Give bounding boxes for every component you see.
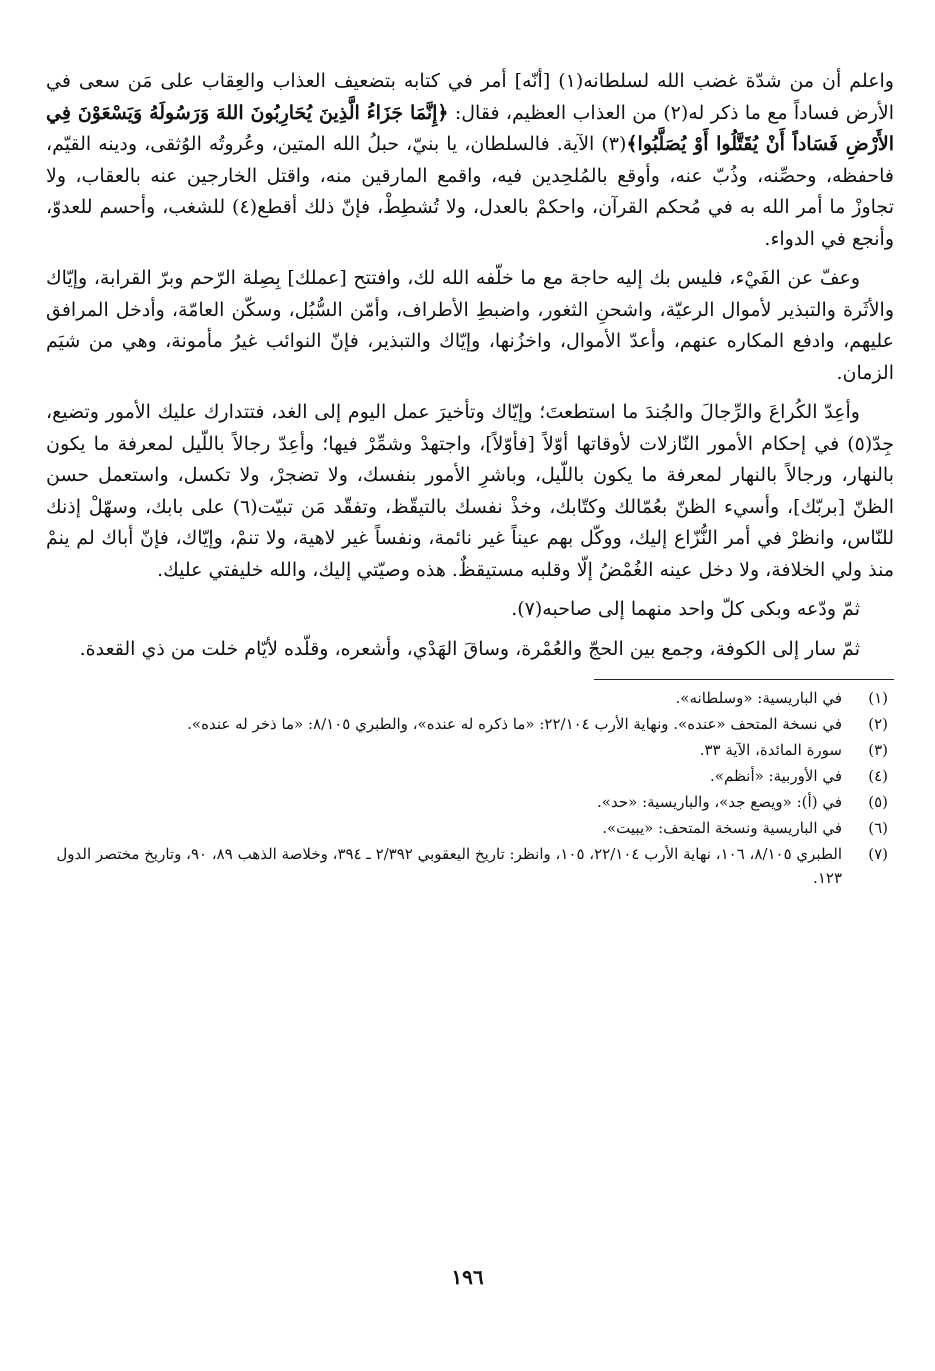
footnote <box>46 712 894 736</box>
paragraph-1 <box>46 66 894 255</box>
footnote-text: في الباريسية: «وسلطانه». <box>675 689 842 707</box>
footnote-text: في (أ): «ويصع جد»، والباريسية: «حد». <box>597 793 842 811</box>
footnote-number: (٤) <box>868 767 888 785</box>
footnote-text: الطبري ٨/١٠٥، ١٠٦، نهاية الأرب ٢٢/١٠٤، ١٠٥، وانظر: تاريخ اليعقوبي ٢/٣٩٢ ـ ٣٩٤، وخلاصة الذهب ٨٩، ٩٠، وتاريخ مختصر الدول ١٢٣. <box>56 845 842 887</box>
footnote-text: في الأوربية: «أنظم». <box>710 767 842 785</box>
paragraph-2: وعفّ عن الفَيْء، فليس بك إليه حاجة مع ما خلّفه الله لك، وافتتح [عملك] بِصِلة الرّحم وبرّ القرابة، وإيّاك والأثَرة والتبذير لأموال الرعيّة، واشحنِ الثغور، واضبطِ الأطراف، وأمّن السُّبُل، وسكّن العامّة، وأدخل المرافق عليهم، وادفع المكاره عنهم، وأعدّ الأموال، واخزُنها، وإيّاك والتبذير، فإنّ النوائب غيرُ مأمونة، وهي من شيَم الزمان. <box>46 267 894 384</box>
paragraph-3: وأعِدّ الكُراعَ والرِّجالَ والجُندَ ما استطعتَ؛ وإيّاك وتأخيرَ عمل اليوم إلى الغد، فتتدارك عليك الأمور وتضيع، جِدّ(٥) في إحكام الأمور النّازلات لأوقاتها أوّلاً [فأوّلاً]، واجتهدْ وشمِّرْ فيها؛ وأعِدّ رجالاً باللّيل لمعرفة ما يكون بالنهار، ورجالاً بالنهار لمعرفة ما يكون باللّيل، وباشرِ الأمور بنفسك، ولا تضجرْ، ولا تكسل، واستعمل حسن الظنّ [بربّك]، وأسيء الظنّ بعُمّالك وكتّابك، وخذْ نفسك بالتيقّظ، وتفقّد مَن تبيّت(٦) على بابك، وسهّلْ إذنك للنّاس، وانظرْ في أمر النُّزّاع إليك، ووكّل بهم عيناً غير نائمة، ونفساً غير لاهية، ولا تنمْ، وإيّاك، فإنّ أباك لم ينمْ منذ ولي الخلافة، ولا دخل عينه الغُمْضُ إلّا وقلبه مستيقظٌ. هذه وصيّتي إليك، والله خليفتي عليك. <box>46 401 895 581</box>
paragraph-5: ثمّ سار إلى الكوفة، وجمع بين الحجّ والعُمْرة، وساقَ الهَدْي، وأشعره، وقلّده لأيّام خلت من ذي القعدة. <box>79 637 860 660</box>
paragraph-4: ثمّ ودّعه وبكى كلّ واحد منهما إلى صاحبه(٧). <box>511 598 860 620</box>
page-content <box>46 66 894 892</box>
page-number: ١٩٦ <box>451 1265 484 1289</box>
quran-verse: ﴿إِنَّمَا جَزَاءُ الَّذِينَ يُحَارِبُونَ اللهَ وَرَسُولَهُ وَيَسْعَوْنَ فِي الأَرْضِ فَسَاداً أَنْ يُقَتَّلُوا أَوْ يُصَلَّبُوا﴾ <box>46 101 894 155</box>
footnote <box>46 790 894 814</box>
paragraph-1-text-a: واعلم أن من شدّة غضب الله لسلطانه(١) [أنّه] أمر في كتابه بتضعيف العذاب والعِقاب على مَن سعى في الأرض فساداً مع ما ذكر له(٢) من العذاب العظيم، فقال: <box>46 70 894 124</box>
footnote <box>46 738 894 762</box>
footnote <box>46 816 894 840</box>
footnote-number: (٣) <box>868 741 888 759</box>
footnote-number: (٢) <box>868 715 888 733</box>
footnote <box>46 764 894 788</box>
footnote-divider <box>594 679 894 680</box>
footnotes <box>46 686 894 890</box>
footnote-text: في نسخة المتحف «عنده». ونهاية الأرب ٢٢/١٠٤: «ما ذكره له عنده»، والطبري ٨/١٠٥: «ما ذخر له عنده». <box>187 715 842 733</box>
footnote-number: (٧) <box>868 845 888 863</box>
footnote <box>46 842 894 890</box>
footnote-number: (٦) <box>868 819 888 837</box>
footnote <box>46 686 894 710</box>
paragraph-1-text-b: (٣) الآية. فالسلطان، يا بنيّ، حبلُ الله المتين، وعُروتُه الوُثقى، ودينه القيّم، فاحفظه، وحصِّنه، وذُبّ عنه، وأوقع بالمُلحِدين فيه، واقمع المارقين منه، واقتل الخارجين عنه بالعقاب، ولا تجاوزْ ما أمر الله به في مُحكم القرآن، واحكمْ بالعدل، ولا تُشطِطْ، فإنّ ذلك أقطع(٤) للشغب، وأحسم للعدوّ، وأنجع في الدواء. <box>46 133 894 250</box>
footnote-number: (٥) <box>868 793 888 811</box>
footnote-number: (١) <box>868 689 888 707</box>
footnote-text: في الباريسية ونسخة المتحف: «يبيت». <box>602 819 842 837</box>
footnote-text: سورة المائدة، الآية ٣٣. <box>699 741 842 759</box>
